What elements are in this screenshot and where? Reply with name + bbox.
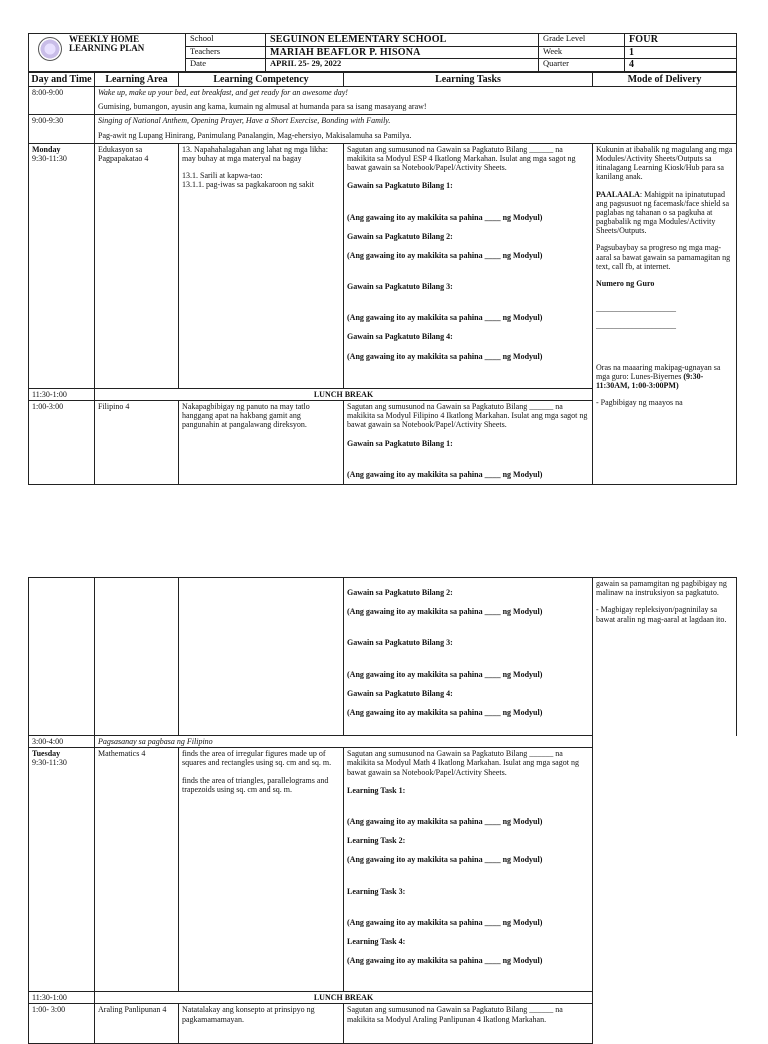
mode-paalaala-text: : Mahigpit na ipinatutupad ang pagsusuot ng facemask/face shield sa paglabas ng tahanan o sa pagkuha at pagbabalik ng mga Modules/Activity Sheets/Outputs. [596,189,730,236]
morning-text-en: Wake up, make up your bed, eat breakfast, and get ready for an awesome day! [98,88,348,97]
date-value: APRIL 25- 29, 2022 [266,59,539,72]
lunch-break-1: LUNCH BREAK [95,388,593,400]
monday-ref-2: (Ang gawaing ito ay makikita sa pahina ____ ng Modyul) [347,250,543,260]
morning-text-fil: Gumising, bumangon, ayusin ang kama, kumain ng almusal at humanda para sa isang masayang araw! [98,102,427,112]
col-day-time: Day and Time [29,72,95,87]
filipino-ref-2: (Ang gawaing ito ay makikita sa pahina ____ ng Modyul) [347,607,543,617]
school-value: SEGUINON ELEMENTARY SCHOOL [266,34,539,47]
page-1 [28,33,736,485]
filipino-area: Filipino 4 [95,400,179,484]
col-tasks: Learning Tasks [344,72,593,87]
tuesday-task-intro: Sagutan ang sumusunod na Gawain sa Pagkatuto Bilang ______ na makikita sa Modyul Math 4 Ikatlong Markahan. Isulat ang mga sagot ng bawat gawain sa Notebook/Papel/Activity Sheets. [347,749,579,777]
ap-time: 1:00- 3:00 [29,1004,95,1044]
tuesday-time: 9:30-11:30 [32,758,67,768]
tuesday-ref-2: (Ang gawaing ito ay makikita sa pahina ____ ng Modyul) [347,855,543,865]
week-label: Week [539,46,625,59]
teachers-label: Teachers [186,46,266,59]
monday-gawain-3: Gawain sa Pagkatuto Bilang 3: [347,282,453,292]
filipino-gawain-4: Gawain sa Pagkatuto Bilang 4: [347,688,453,698]
day-tuesday: Tuesday [32,749,61,759]
ap-area: Araling Panlipunan 4 [95,1004,179,1044]
pagsasanay-text: Pagsasanay sa pagbasa ng Filipino [95,736,593,748]
quarter-value: 4 [625,59,737,72]
filipino-ref-4: (Ang gawaing ito ay makikita sa pahina ____ ng Modyul) [347,707,543,717]
monday-gawain-4: Gawain sa Pagkatuto Bilang 4: [347,332,453,342]
lunch-time-2: 11:30-1:00 [29,992,95,1004]
filipino-ref-3: (Ang gawaing ito ay makikita sa pahina ____ ng Modyul) [347,669,543,679]
ap-task-intro: Sagutan ang sumusunod na Gawain sa Pagkatuto Bilang ______ na makikita sa Modyul Araling Panlipunan 4 Ikatlong Markahan. [344,1004,593,1044]
routine-text-fil: Pag-awit ng Lupang Hinirang, Panimulang Panalangin, Mag-ehersiyo, Makisalamuha sa Pamilya. [98,130,412,140]
tuesday-lt-3: Learning Task 3: [347,886,406,896]
monday-comp-c: 13.1.1. pag-iwas sa pagkakaroon ng sakit [182,180,314,190]
lunch-break-2: LUNCH BREAK [95,992,593,1004]
monday-ref-3: (Ang gawaing ito ay makikita sa pahina ____ ng Modyul) [347,313,543,323]
tuesday-lt-2: Learning Task 2: [347,836,406,846]
monday-area-line1: Edukasyon sa [98,144,143,154]
monday-ref-4: (Ang gawaing ito ay makikita sa pahina ____ ng Modyul) [347,351,543,361]
mode-paalaala-label: PAALAALA [596,189,640,199]
col-learning-area: Learning Area [95,72,179,87]
grade-value: FOUR [625,34,737,47]
mode-contact-text: Oras na maaaring makipag-ugnayan sa mga guro: Lunes-Biyernes [596,362,721,381]
day-monday: Monday [32,144,61,154]
filipino-ref-1: (Ang gawaing ito ay makikita sa pahina ____ ng Modyul) [347,469,543,479]
lunch-time-1: 11:30-1:00 [29,388,95,400]
monday-task-intro: Sagutan ang sumusunod na Gawain sa Pagkatuto Bilang ______ na makikita sa Modyul ESP 4 Ikatlong Markahan. Isulat ang mga sagot ng bawat gawain sa Notebook/Papel/Activity Sheets. [347,144,576,173]
mode-contact-hours: (9:30-11:30AM, 1:00-3:00PM) [596,371,704,390]
mode-line-1: ____________________ [596,304,676,314]
mode-progress: Pagsubaybay sa progreso ng mga mag-aaral sa bawat gawain sa pamamagitan ng text, call fb, at internet. [596,243,731,271]
week-value: 1 [625,46,737,59]
mode-kiosk: Kukunin at ibabalik ng magulang ang mga Modules/Activity Sheets/Outputs sa itinalagang Learning Kiosk/Hub para sa kanilang anak. [596,144,733,182]
monday-gawain-1: Gawain sa Pagkatuto Bilang 1: [347,181,453,191]
monday-area-line2: Pagpapakatao 4 [98,153,149,163]
pagsasanay-time: 3:00-4:00 [29,736,95,748]
mode-instruction-cont: gawain sa pamamgitan ng pagbibigay ng malinaw na instruksiyon sa pagkatuto. [596,579,727,598]
monday-gawain-2: Gawain sa Pagkatuto Bilang 2: [347,231,453,241]
tuesday-ref-1: (Ang gawaing ito ay makikita sa pahina ____ ng Modyul) [347,816,543,826]
mode-teacher-number: Numero ng Guro [596,279,655,288]
filipino-gawain-3: Gawain sa Pagkatuto Bilang 3: [347,638,453,648]
grade-label: Grade Level [539,34,625,47]
header-table [28,33,737,72]
tuesday-area: Mathematics 4 [95,748,179,992]
plan-title-line1: WEEKLY HOME [69,34,140,44]
time-8-9: 8:00-9:00 [29,87,95,115]
tuesday-lt-4: Learning Task 4: [347,936,406,946]
monday-time: 9:30-11:30 [32,153,67,163]
filipino-time: 1:00-3:00 [29,400,95,484]
monday-ref-1: (Ang gawaing ito ay makikita sa pahina ____ ng Modyul) [347,212,543,222]
filipino-gawain-1: Gawain sa Pagkatuto Bilang 1: [347,438,453,448]
mode-reflection: - Magbigay repleksiyon/pagninilay sa bawat aralin ng mag-aaral at lagdaan ito. [596,605,727,624]
schedule-table-2 [28,577,737,1044]
filipino-gawain-2: Gawain sa Pagkatuto Bilang 2: [347,588,453,597]
col-competency: Learning Competency [179,72,344,87]
filipino-comp: Nakapagbibigay ng panuto na may tatlo hanggang apat na hakbang gamit ang pangunahin at pangalawang direksyon. [179,400,344,484]
monday-comp-b: 13.1. Sarili at kapwa-tao: [182,171,263,181]
header-logo-cell [29,34,186,72]
mode-instruction-start: - Pagbibigay ng maayos na [596,398,683,408]
deped-seal-icon [38,37,62,61]
quarter-label: Quarter [539,59,625,72]
tuesday-comp-b: finds the area of triangles, parallelograms and trapezoids using sq. cm and sq. m. [182,775,329,794]
tuesday-lt-1: Learning Task 1: [347,785,406,795]
page-2 [28,577,736,1044]
time-9-930: 9:00-9:30 [29,115,95,143]
schedule-table-1 [28,72,737,485]
tuesday-ref-3: (Ang gawaing ito ay makikita sa pahina ____ ng Modyul) [347,917,543,927]
ap-comp: Natatalakay ang konsepto at prinsipyo ng pagkamamamayan. [179,1004,344,1044]
tuesday-ref-4: (Ang gawaing ito ay makikita sa pahina ____ ng Modyul) [347,956,543,966]
school-label: School [186,34,266,47]
filipino-task-intro: Sagutan ang sumusunod na Gawain sa Pagkatuto Bilang ______ na makikita sa Modyul Filipino 4 Ikatlong Markahan. Isulat ang mga sagot ng bawat gawain sa Notebook/Papel/Activity Sheets. [347,401,588,430]
tuesday-comp-a: finds the area of irregular figures made up of squares and rectangles using sq. cm and sq. m. [182,749,332,768]
teachers-value: MARIAH BEAFLOR P. HISONA [266,46,539,59]
plan-title-line2: LEARNING PLAN [69,43,145,53]
date-label: Date [186,59,266,72]
monday-comp-a: 13. Napahahalagahan ang lahat ng mga likha: may buhay at mga materyal na bagay [182,144,328,163]
mode-line-2: ____________________ [596,321,676,331]
col-mode: Mode of Delivery [593,72,737,87]
routine-text-en: Singing of National Anthem, Opening Prayer, Have a Short Exercise, Bonding with Family. [98,116,391,126]
